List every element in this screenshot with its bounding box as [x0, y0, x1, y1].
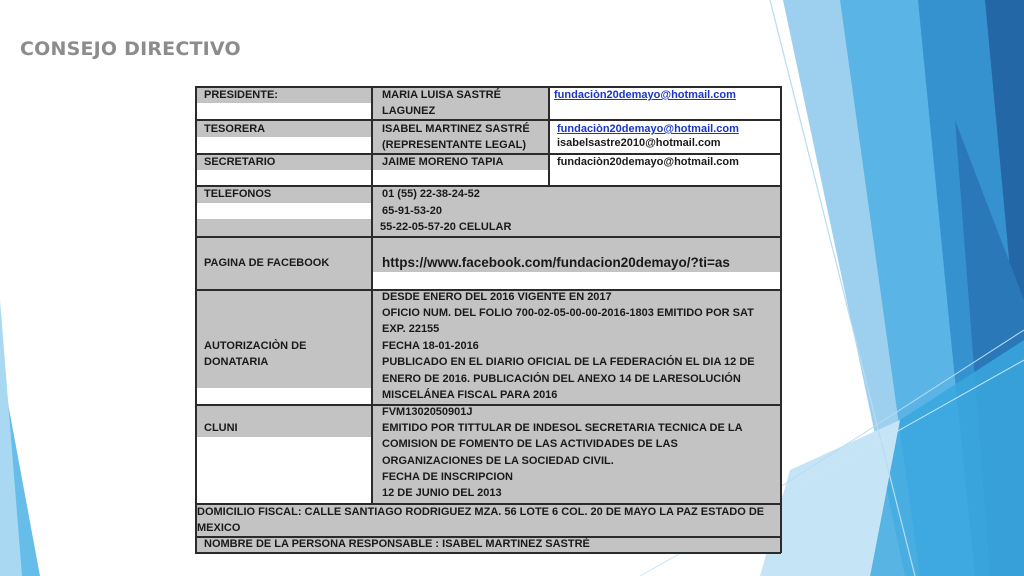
cluni-line: 12 DE JUNIO DEL 2013: [382, 487, 502, 499]
responsable-text: NOMBRE DE LA PERSONA RESPONSABLE : ISABEL MARTINEZ SASTRÈ: [204, 538, 590, 550]
tesorera-email-secondary: isabelsastre2010@hotmail.com: [557, 137, 721, 149]
cell-autorizacion-bg-1: [195, 290, 372, 324]
autorizacion-line: MISCELÁNEA FISCAL PARA 2016: [382, 389, 558, 401]
tesorera-name-line1: ISABEL MARTINEZ SASTRÉ: [382, 123, 530, 135]
grid-line: [195, 185, 781, 187]
grid-line: [195, 236, 781, 238]
cluni-label: CLUNI: [204, 422, 238, 434]
facebook-url[interactable]: https://www.facebook.com/fundacion20demayo/?ti=as: [382, 255, 730, 270]
telefono-line1: 01 (55) 22-38-24-52: [382, 188, 480, 200]
grid-line: [780, 86, 782, 553]
domicilio-line1: DOMICILIO FISCAL: CALLE SANTIAGO RODRIGUEZ MZA. 56 LOTE 6 COL. 20 DE MAYO LA PAZ ESTADO DE: [197, 506, 765, 518]
autorizacion-line: DESDE ENERO DEL 2016 VIGENTE EN 2017: [382, 291, 612, 303]
cluni-line: FVM1302050901J: [382, 406, 473, 418]
cluni-line: COMISION DE FOMENTO DE LAS ACTIVIDADES DE LAS: [382, 438, 678, 450]
cluni-line: EMITIDO POR TITTULAR DE INDESOL SECRETARIA TECNICA DE LA: [382, 422, 743, 434]
autorizacion-label-line2: DONATARIA: [204, 356, 269, 368]
tesorera-name-line2: (REPRESENTANTE LEGAL): [382, 139, 527, 151]
tesorera-label: TESORERA: [204, 123, 266, 135]
autorizacion-line: PUBLICADO EN EL DIARIO OFICIAL DE LA FEDERACIÓN EL DIA 12 DE: [382, 356, 755, 368]
secretario-label: SECRETARIO: [204, 156, 276, 168]
secretario-email: fundaciòn20demayo@hotmail.com: [557, 156, 739, 168]
telefonos-label: TELEFONOS: [204, 188, 272, 200]
cell-facebook-bg-2: [195, 272, 372, 290]
grid-line: [195, 86, 197, 553]
telefono-line3: 55-22-05-57-20 CELULAR: [380, 221, 512, 233]
grid-line: [195, 404, 781, 406]
facebook-label: PAGINA DE FACEBOOK: [204, 257, 330, 269]
cluni-line: ORGANIZACIONES DE LA SOCIEDAD CIVIL.: [382, 455, 614, 467]
slide-title: CONSEJO DIRECTIVO: [20, 38, 241, 60]
grid-line: [371, 86, 373, 503]
domicilio-line2: MEXICO: [197, 522, 241, 534]
presidente-email-link[interactable]: fundaciòn20demayo@hotmail.com: [554, 89, 736, 101]
grid-line: [195, 552, 781, 554]
autorizacion-label-line1: AUTORIZACIÒN DE: [204, 340, 307, 352]
presidente-name-line1: MARIA LUISA SASTRÉ: [382, 89, 501, 101]
tesorera-email-link[interactable]: fundaciòn20demayo@hotmail.com: [557, 123, 739, 135]
board-info-table: [195, 86, 781, 553]
autorizacion-line: FECHA 18-01-2016: [382, 340, 479, 352]
autorizacion-line: EXP. 22155: [382, 323, 440, 335]
telefono-line2: 65-91-53-20: [382, 205, 442, 217]
autorizacion-line: OFICIO NUM. DEL FOLIO 700-02-05-00-00-2016-1803 EMITIDO POR SAT: [382, 307, 754, 319]
cluni-line: FECHA DE INSCRIPCION: [382, 471, 513, 483]
autorizacion-line: ENERO DE 2016. PUBLICACIÓN DEL ANEXO 14 DE LARESOLUCIÓN: [382, 373, 741, 385]
secretario-name: JAIME MORENO TAPIA: [382, 156, 504, 168]
presidente-label: PRESIDENTE:: [204, 89, 278, 101]
presidente-name-line2: LAGUNEZ: [382, 105, 436, 117]
grid-line: [548, 86, 550, 186]
